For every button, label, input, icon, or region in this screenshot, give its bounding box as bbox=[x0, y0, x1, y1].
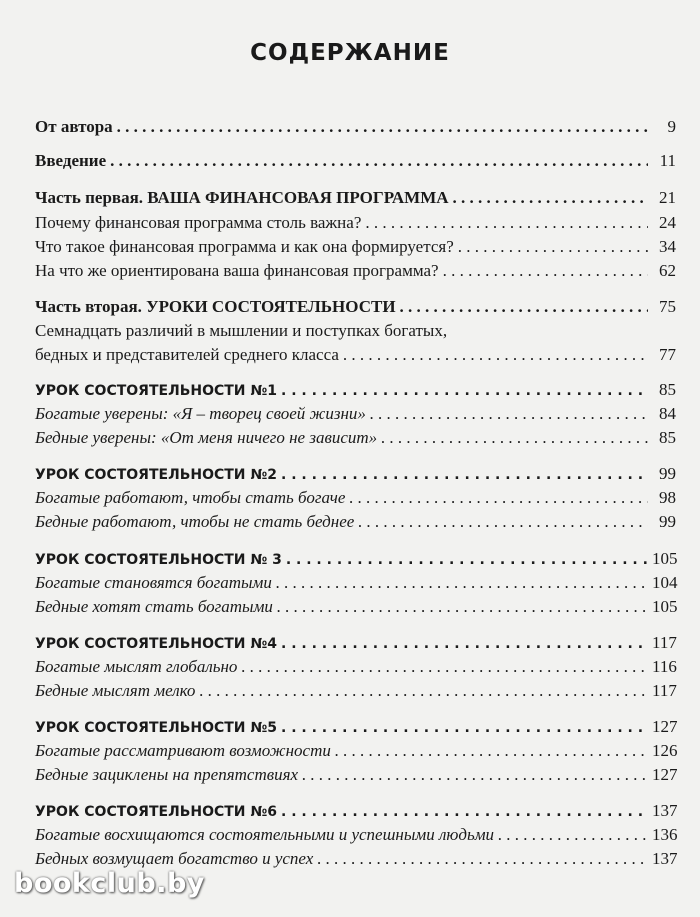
leader-dots bbox=[365, 213, 648, 233]
toc-entry-label: Введение bbox=[35, 151, 107, 170]
toc-entry-label: Бедные зациклены на препятствиях bbox=[35, 765, 299, 784]
toc-entry-page: 75 bbox=[659, 297, 676, 316]
leader-dots bbox=[443, 261, 648, 281]
leader-dots bbox=[381, 428, 648, 448]
toc-entry-page: 34 bbox=[659, 237, 676, 256]
toc-entry-page: 99 bbox=[659, 464, 676, 483]
leader-dots bbox=[277, 597, 648, 617]
leader-dots bbox=[281, 636, 648, 652]
leader-dots bbox=[281, 720, 648, 736]
toc-entry-page: 62 bbox=[659, 261, 676, 280]
toc-entry-page: 99 bbox=[659, 512, 676, 531]
leader-dots bbox=[400, 297, 648, 317]
toc-entry-label: Бедные уверены: «От меня ничего не зависит» bbox=[35, 428, 378, 447]
toc-entry bbox=[35, 151, 676, 171]
toc-entry-page: 136 bbox=[652, 825, 678, 844]
toc-entry-page: 127 bbox=[652, 765, 678, 784]
toc-entry bbox=[35, 428, 676, 448]
toc-entry-label: Бедных возмущает богатство и успех bbox=[35, 849, 314, 868]
leader-dots bbox=[302, 765, 648, 785]
toc-entry-page: 116 bbox=[652, 657, 677, 676]
toc-entry-label: Богатые рассматривают возможности bbox=[35, 741, 331, 760]
toc-entry-page: 126 bbox=[652, 741, 678, 760]
toc-entry-label-line1: Семнадцать различий в мышлении и поступках богатых, bbox=[35, 321, 448, 340]
toc-entry-page: 85 bbox=[659, 380, 676, 399]
toc-lesson-heading bbox=[35, 464, 676, 484]
toc-entry-page: 137 bbox=[652, 801, 678, 820]
leader-dots bbox=[343, 345, 648, 365]
leader-dots bbox=[498, 825, 648, 845]
toc-lesson-heading bbox=[35, 717, 676, 737]
toc-entry bbox=[35, 825, 676, 845]
toc-lesson-heading bbox=[35, 549, 676, 569]
leader-dots bbox=[199, 681, 648, 701]
toc-part-heading bbox=[35, 297, 676, 317]
toc-entry-label: Часть первая. ВАША ФИНАНСОВАЯ ПРОГРАММА bbox=[35, 188, 449, 207]
toc-entry-page: 105 bbox=[652, 597, 678, 616]
toc-entry-label: От автора bbox=[35, 117, 113, 136]
leader-dots bbox=[281, 383, 648, 399]
toc-entry-label: УРОК СОСТОЯТЕЛЬНОСТИ №5 bbox=[35, 720, 277, 736]
leader-dots bbox=[458, 237, 648, 257]
toc-entry bbox=[35, 512, 676, 532]
toc-entry-page: 84 bbox=[659, 404, 676, 423]
leader-dots bbox=[241, 657, 648, 677]
toc-entry-label: УРОК СОСТОЯТЕЛЬНОСТИ №1 bbox=[35, 383, 277, 399]
toc-entry-page: 117 bbox=[652, 681, 677, 700]
toc-entry bbox=[35, 345, 676, 365]
toc-entry-page: 11 bbox=[659, 151, 676, 170]
toc-entry bbox=[35, 573, 676, 593]
toc-entry-label: На что же ориентирована ваша финансовая программа? bbox=[35, 261, 439, 280]
toc-lesson-heading bbox=[35, 380, 676, 400]
toc-entry bbox=[35, 404, 676, 424]
leader-dots bbox=[110, 151, 648, 171]
leader-dots bbox=[370, 404, 648, 424]
toc-entry bbox=[35, 741, 676, 761]
leader-dots bbox=[117, 117, 648, 137]
toc-entry-label: УРОК СОСТОЯТЕЛЬНОСТИ № 3 bbox=[35, 552, 282, 568]
toc-entry bbox=[35, 681, 676, 701]
leader-dots bbox=[286, 552, 648, 568]
toc-entry-label: Богатые уверены: «Я – творец своей жизни» bbox=[35, 404, 366, 423]
toc-lesson-heading bbox=[35, 801, 676, 821]
toc-part-heading bbox=[35, 188, 676, 208]
toc-entry-label: Часть вторая. УРОКИ СОСТОЯТЕЛЬНОСТИ bbox=[35, 297, 396, 316]
leader-dots bbox=[276, 573, 648, 593]
toc-entry-page: 127 bbox=[652, 717, 678, 736]
toc-entry-label: Богатые мыслят глобально bbox=[35, 657, 238, 676]
toc-entry-label: УРОК СОСТОЯТЕЛЬНОСТИ №4 bbox=[35, 636, 277, 652]
leader-dots bbox=[317, 849, 648, 869]
toc-entry bbox=[35, 237, 676, 257]
toc-entry-label: Богатые становятся богатыми bbox=[35, 573, 272, 592]
toc-entry-label: УРОК СОСТОЯТЕЛЬНОСТИ №2 bbox=[35, 467, 277, 483]
toc-entry-label: бедных и представителей среднего класса bbox=[35, 345, 339, 364]
toc-entry-label: Бедные мыслят мелко bbox=[35, 681, 196, 700]
toc-entry bbox=[35, 657, 676, 677]
toc-entry bbox=[35, 849, 676, 869]
toc-entry-label: Почему финансовая программа столь важна? bbox=[35, 213, 362, 232]
toc-entry-label: Богатые восхищаются состоятельными и успешными людьми bbox=[35, 825, 495, 844]
page-title: СОДЕРЖАНИЕ bbox=[250, 40, 450, 66]
toc-entry-page: 137 bbox=[652, 849, 678, 868]
watermark-logo: bookclub.by bbox=[14, 868, 205, 899]
leader-dots bbox=[349, 488, 648, 508]
toc-entry-page: 77 bbox=[659, 345, 676, 364]
toc-entry-label: УРОК СОСТОЯТЕЛЬНОСТИ №6 bbox=[35, 804, 277, 820]
toc-entry-page: 21 bbox=[659, 188, 676, 207]
toc-lesson-heading bbox=[35, 633, 676, 653]
toc-entry bbox=[35, 117, 676, 137]
toc-entry bbox=[35, 597, 676, 617]
toc-entry-page: 9 bbox=[667, 117, 676, 136]
toc-entry bbox=[35, 765, 676, 785]
leader-dots bbox=[335, 741, 648, 761]
toc-entry-page: 98 bbox=[659, 488, 676, 507]
toc-entry-page: 85 bbox=[659, 428, 676, 447]
leader-dots bbox=[281, 804, 648, 820]
toc-entry bbox=[35, 261, 676, 281]
toc-entry-label: Бедные работают, чтобы не стать беднее bbox=[35, 512, 355, 531]
toc-entry-label: Что такое финансовая программа и как она формируется? bbox=[35, 237, 454, 256]
toc-entry-label: Бедные хотят стать богатыми bbox=[35, 597, 273, 616]
leader-dots bbox=[358, 512, 648, 532]
toc-entry-page: 24 bbox=[659, 213, 676, 232]
leader-dots bbox=[453, 188, 648, 208]
toc-entry bbox=[35, 213, 676, 233]
toc-entry-page: 104 bbox=[652, 573, 678, 592]
toc-entry-page: 105 bbox=[652, 549, 678, 568]
toc-entry-label: Богатые работают, чтобы стать богаче bbox=[35, 488, 346, 507]
leader-dots bbox=[281, 467, 648, 483]
toc-entry-page: 117 bbox=[652, 633, 677, 652]
toc-entry bbox=[35, 488, 676, 508]
